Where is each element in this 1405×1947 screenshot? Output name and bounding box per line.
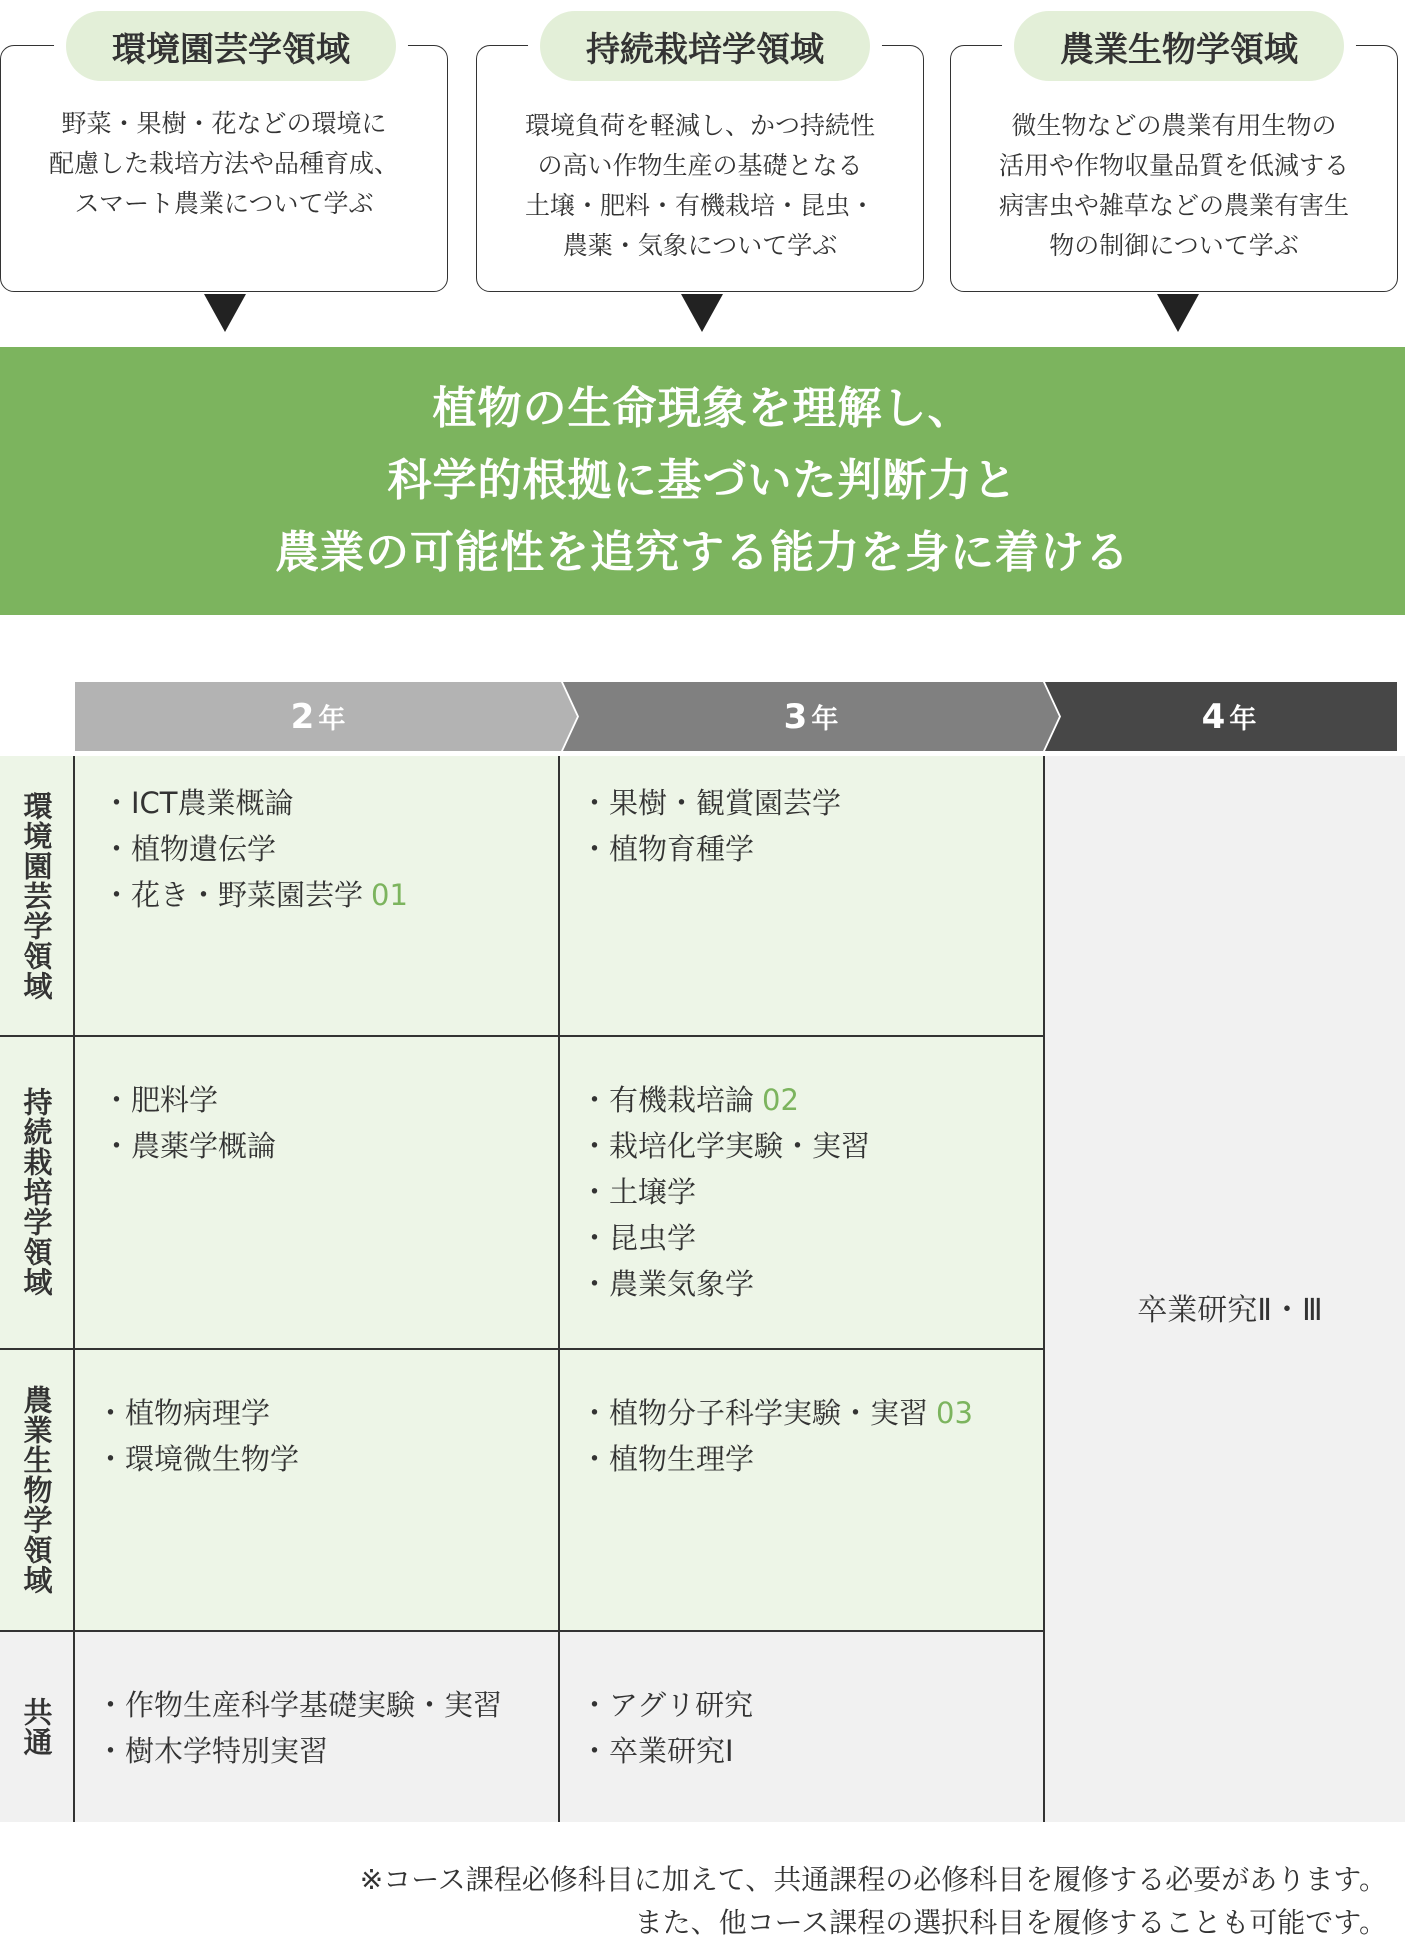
course-item: ・昆虫学 (580, 1221, 697, 1255)
course-code: 02 (762, 1083, 799, 1117)
grid-line (73, 756, 75, 1822)
domain-title-pill: 農業生物学領域 (1014, 11, 1344, 81)
down-arrow-icon (1157, 294, 1199, 332)
course-item: ・農業気象学 (580, 1267, 755, 1301)
course-item: ・果樹・観賞園芸学 (580, 786, 842, 820)
course-item: ・植物生理学 (580, 1442, 755, 1476)
grid-line (0, 1630, 1044, 1632)
course-item: ・植物分子科学実験・実習 03 (580, 1396, 973, 1430)
grid-line (0, 1035, 1044, 1037)
grid-line (558, 756, 560, 1822)
course-item: ・ICT農業概論 (102, 786, 294, 820)
course-item: ・花き・野菜園芸学 01 (102, 878, 408, 912)
row-header-jizoku: 持続栽培学領域 (19, 1087, 54, 1297)
course-item: ・土壌学 (580, 1175, 697, 1209)
course-list-year2 (102, 1077, 276, 1169)
domain-box-kankyo (0, 45, 448, 292)
domain-description: 環境負荷を軽減し、かつ持続性 の高い作物生産の基礎となる 土壌・肥料・有機栽培・昆虫・ 農薬・気象について学ぶ (524, 111, 875, 260)
course-list-year3 (580, 1390, 973, 1482)
goal-line: 科学的根拠に基づいた判断力と (387, 455, 1018, 506)
course-list-year3 (580, 1682, 753, 1774)
year-header (75, 682, 1405, 751)
course-item: ・肥料学 (102, 1083, 219, 1117)
footnote: ※コース課程必修科目に加えて、共通課程の必修科目を履修する必要があります。 また、他コース課程の選択科目を履修することも可能です。 (359, 1863, 1387, 1939)
domain-description: 微生物などの農業有用生物の 活用や作物収量品質を低減する 病害虫や雑草などの農業有害生 物の制御について学ぶ (998, 111, 1349, 260)
course-item: ・作物生産科学基礎実験・実習 (96, 1688, 503, 1722)
course-item: ・栽培化学実験・実習 (580, 1129, 871, 1163)
down-arrow-icon (204, 294, 246, 332)
course-list-year3 (580, 1077, 870, 1307)
goal-banner (0, 347, 1405, 615)
row-header-nogyo: 農業生物学領域 (19, 1384, 54, 1595)
course-code: 03 (936, 1396, 973, 1430)
course-item: ・樹木学特別実習 (96, 1734, 329, 1768)
course-item: ・アグリ研究 (580, 1688, 754, 1722)
course-item: ・環境微生物学 (96, 1442, 300, 1476)
course-list-year2 (96, 1682, 502, 1774)
course-item: ・卒業研究Ⅰ (580, 1734, 734, 1768)
year-label-2: 2 年 (290, 696, 346, 737)
domain-title-pill: 環境園芸学領域 (66, 11, 396, 81)
year-label-4: 4 年 (1201, 696, 1257, 737)
course-item: ・植物遺伝学 (102, 832, 277, 866)
row-header-kankyo: 環境園芸学領域 (19, 790, 54, 1001)
grid-line (0, 1348, 1044, 1350)
domain-box-jizoku (476, 45, 924, 292)
course-list-year2 (102, 780, 408, 918)
course-item: ・有機栽培論 02 (580, 1083, 799, 1117)
row-header-common: 共通 (19, 1696, 54, 1757)
domain-description: 野菜・果樹・花などの環境に 配慮した栽培方法や品種育成、 スマート農業について学ぶ (48, 109, 399, 218)
year-label-3: 3 年 (783, 696, 839, 737)
domain-box-nogyo (950, 45, 1398, 292)
course-item: ・植物育種学 (580, 832, 755, 866)
down-arrow-icon (681, 294, 723, 332)
course-item: ・農薬学概論 (102, 1129, 277, 1163)
goal-line: 植物の生命現象を理解し、 (432, 383, 973, 434)
domain-title-pill: 持続栽培学領域 (540, 11, 870, 81)
course-list-year3 (580, 780, 841, 872)
goal-line: 農業の可能性を追究する能力を身に着ける (275, 527, 1130, 578)
course-item: ・植物病理学 (96, 1396, 271, 1430)
course-code: 01 (371, 878, 408, 912)
graduation-research: 卒業研究Ⅱ・Ⅲ (1137, 1293, 1323, 1328)
course-list-year2 (96, 1390, 299, 1482)
